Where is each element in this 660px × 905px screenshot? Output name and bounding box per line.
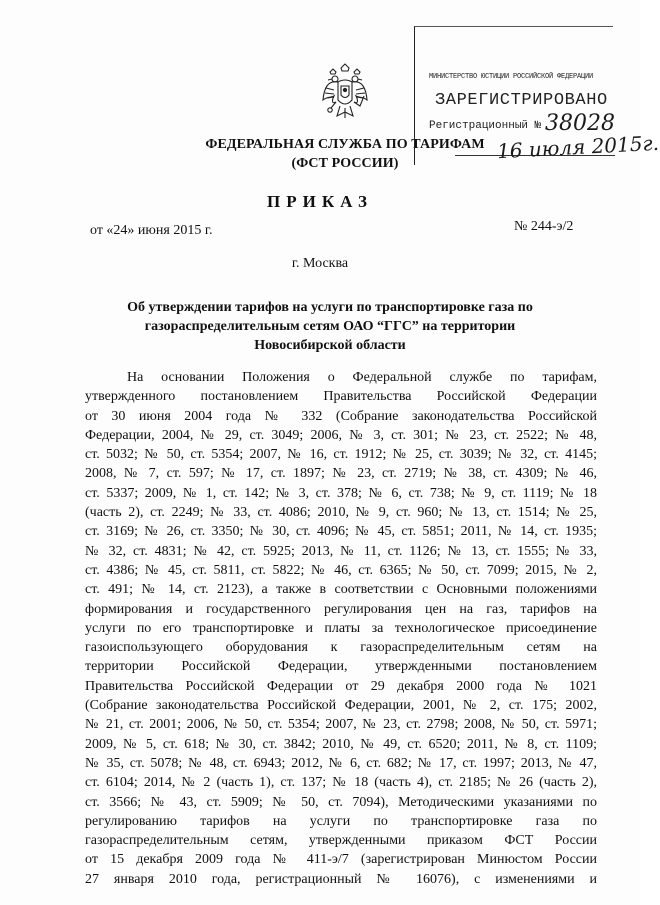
body-line: (часть 2), ст. 2249; № 33, ст. 4086; 2010, № 9, ст. 960; № 13, ст. 1514; № 25, <box>85 505 597 521</box>
body-line: ст. 491; № 14, ст. 2123), а также в соответствии с Основными положениями <box>85 582 597 598</box>
body-line: от 15 декабря 2009 года № 411-э/7 (зарегистрирован Минюстом России <box>85 852 597 868</box>
body-line: газоиспользующего оборудования к газораспределительным сетям на <box>85 640 597 656</box>
body-line: 27 января 2010 года, регистрационный № 16076), с изменениями и <box>85 871 597 887</box>
body-line: ст. 4386; № 45, ст. 5811, ст. 5822; № 46, ст. 6365; № 50, ст. 7099; 2015, № 2, <box>85 562 597 578</box>
body-line: утвержденного постановлением Правительства Российской Федерации <box>85 389 597 405</box>
agency-name-line1: ФЕДЕРАЛЬНАЯ СЛУЖБА ПО ТАРИФАМ <box>205 137 485 152</box>
body-line: ст. 5032; № 50, ст. 5354; 2007, № 16, ст. 1912; № 25, ст. 3039; № 32, ст. 4145; <box>85 447 597 463</box>
document-title: ПРИКАЗ <box>267 192 373 211</box>
stamp-reg-number: 38028 <box>545 111 615 136</box>
body-line: от 30 июня 2004 года № 332 (Собрание законодательства Российской <box>85 408 597 424</box>
body-text <box>85 368 597 889</box>
issue-city: г. Москва <box>291 256 349 271</box>
body-line: формирования и государственного регулирования цен на газ, тарифов на <box>85 601 597 617</box>
subject-line: Об утверждении тарифов на услуги по транспортировке газа по <box>127 300 533 315</box>
body-line: № 21, ст. 2001; 2006, № 50, ст. 5354; 2007, № 23, ст. 2798; 2008, № 50, ст. 5971; <box>85 717 597 733</box>
registration-stamp <box>414 26 660 165</box>
body-line: регулированию тарифов на услуги по транспортировке газа по <box>85 813 597 829</box>
order-number: № 244-э/2 <box>514 219 574 234</box>
agency-name-line2: (ФСТ РОССИИ) <box>291 156 399 171</box>
body-line: ст. 6104; 2014, № 2 (часть 1), ст. 137; № 18 (часть 4), ст. 2185; № 26 (часть 2), <box>85 775 597 791</box>
body-line: территории Российской Федерации, утвержденными постановлением <box>85 659 597 675</box>
body-line: На основании Положения о Федеральной службе по тарифам, <box>127 370 597 385</box>
body-line: ст. 5337; 2009, № 1, ст. 142; № 3, ст. 378; № 6, ст. 738; № 9, ст. 1119; № 18 <box>85 485 597 501</box>
body-line: газораспределительным сетям, утвержденными приказом ФСТ России <box>85 833 597 849</box>
body-line: ст. 3169; № 26, ст. 3350; № 30, ст. 4096; № 45, ст. 5851; 2011, № 14, ст. 1935; <box>85 524 597 540</box>
stamp-registered-text: ЗАРЕГИСТРИРОВАНО <box>435 91 608 110</box>
body-line: № 32, ст. 4831; № 42, ст. 5925; 2013, № 11, ст. 1126; № 13, ст. 1555; № 33, <box>85 543 597 559</box>
body-line: № 35, ст. 5078; № 48, ст. 6943; 2012, № 6, ст. 682; № 17, ст. 1997; 2013, № 47, <box>85 755 597 771</box>
stamp-reg-number-label: Регистрационный № <box>429 120 542 132</box>
stamp-ministry-text: МИНИСТЕРСТВО ЮСТИЦИИ РОССИЙСКОЙ ФЕДЕРАЦИИ <box>429 73 594 81</box>
order-subject <box>110 298 550 355</box>
stamp-reg-date: 16 июля 2015г. <box>496 130 660 164</box>
body-line: 2008, № 7, ст. 597; № 17, ст. 1897; № 23, ст. 2719; № 38, ст. 4309; № 46, <box>85 466 597 482</box>
body-line: Федерации, 2004, № 29, ст. 3049; 2006, № 3, ст. 301; № 23, ст. 2522; № 48, <box>85 427 597 443</box>
body-line: ст. 3566; № 43, ст. 5909; № 50, ст. 7094), Методическими указаниями по <box>85 794 597 810</box>
subject-line: Новосибирской области <box>254 338 406 353</box>
coat-of-arms-icon <box>322 62 368 124</box>
body-line: (Собрание законодательства Российской Федерации, 2001, № 2, ст. 175; 2002, <box>85 698 597 714</box>
body-line: услуги по его транспортировке и платы за технологическое присоединение <box>85 620 597 636</box>
order-date: от «24» июня 2015 г. <box>90 223 213 238</box>
body-line: 2009, № 5, ст. 618; № 30, ст. 3842; 2010, № 49, ст. 6520; 2011, № 8, ст. 1109; <box>85 736 597 752</box>
body-line: Правительства Российской Федерации от 29 декабря 2000 года № 1021 <box>85 678 597 694</box>
subject-line: газораспределительным сетям ОАО “ГГС” на территории <box>144 319 516 334</box>
